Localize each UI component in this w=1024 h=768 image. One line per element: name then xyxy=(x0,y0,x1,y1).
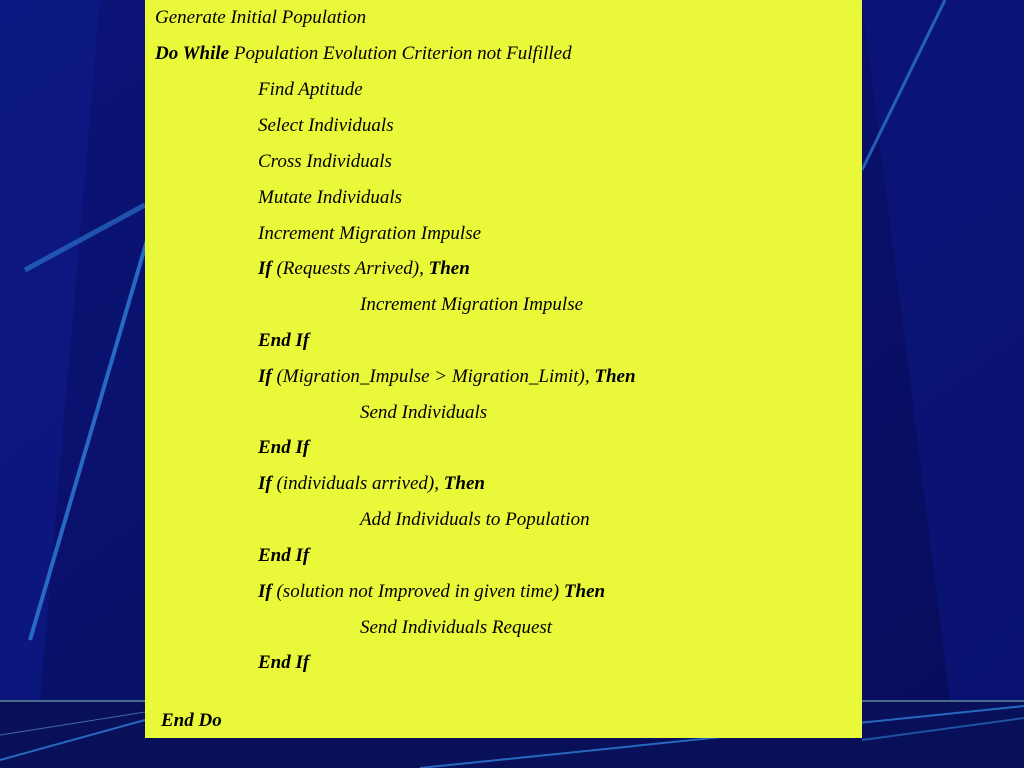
if-condition: (individuals arrived), xyxy=(271,473,444,494)
if-condition: (solution not Improved in given time) xyxy=(271,581,564,602)
if-keyword: If xyxy=(258,581,272,602)
line-if1-body: Increment Migration Impulse xyxy=(360,294,584,315)
if-keyword: If xyxy=(258,258,272,279)
do-while-keyword: Do While xyxy=(155,43,230,64)
line-end-if-4: End If xyxy=(258,652,310,673)
if-keyword: If xyxy=(258,366,272,387)
line-if2-body: Send Individuals xyxy=(360,402,488,423)
line-if-individuals-arrived xyxy=(258,473,485,495)
if-condition: (Migration_Impulse > Migration_Limit), xyxy=(271,366,595,387)
line-do-while xyxy=(155,43,572,65)
line-if-solution-not-improved xyxy=(258,581,605,603)
line-find-aptitude: Find Aptitude xyxy=(258,79,363,100)
line-end-if-1: End If xyxy=(258,330,310,351)
line-increment-migration-impulse: Increment Migration Impulse xyxy=(258,223,482,244)
line-if3-body: Add Individuals to Population xyxy=(360,509,590,530)
do-while-condition: Population Evolution Criterion not Fulfilled xyxy=(229,43,572,64)
then-keyword: Then xyxy=(594,366,636,387)
line-generate: Generate Initial Population xyxy=(155,7,367,28)
line-cross-individuals: Cross Individuals xyxy=(258,151,392,172)
line-if-requests-arrived xyxy=(258,258,470,280)
line-if4-body: Send Individuals Request xyxy=(360,617,553,638)
if-condition: (Requests Arrived), xyxy=(271,258,429,279)
then-keyword: Then xyxy=(443,473,485,494)
line-mutate-individuals: Mutate Individuals xyxy=(258,187,403,208)
then-keyword: Then xyxy=(563,581,606,602)
line-end-if-3: End If xyxy=(258,545,310,566)
if-keyword: If xyxy=(258,473,272,494)
line-if-migration-limit xyxy=(258,366,636,388)
line-end-do: End Do xyxy=(161,710,222,731)
then-keyword: Then xyxy=(428,258,470,279)
line-end-if-2: End If xyxy=(258,437,310,458)
line-select-individuals: Select Individuals xyxy=(258,115,394,136)
pseudocode-panel xyxy=(145,0,862,738)
